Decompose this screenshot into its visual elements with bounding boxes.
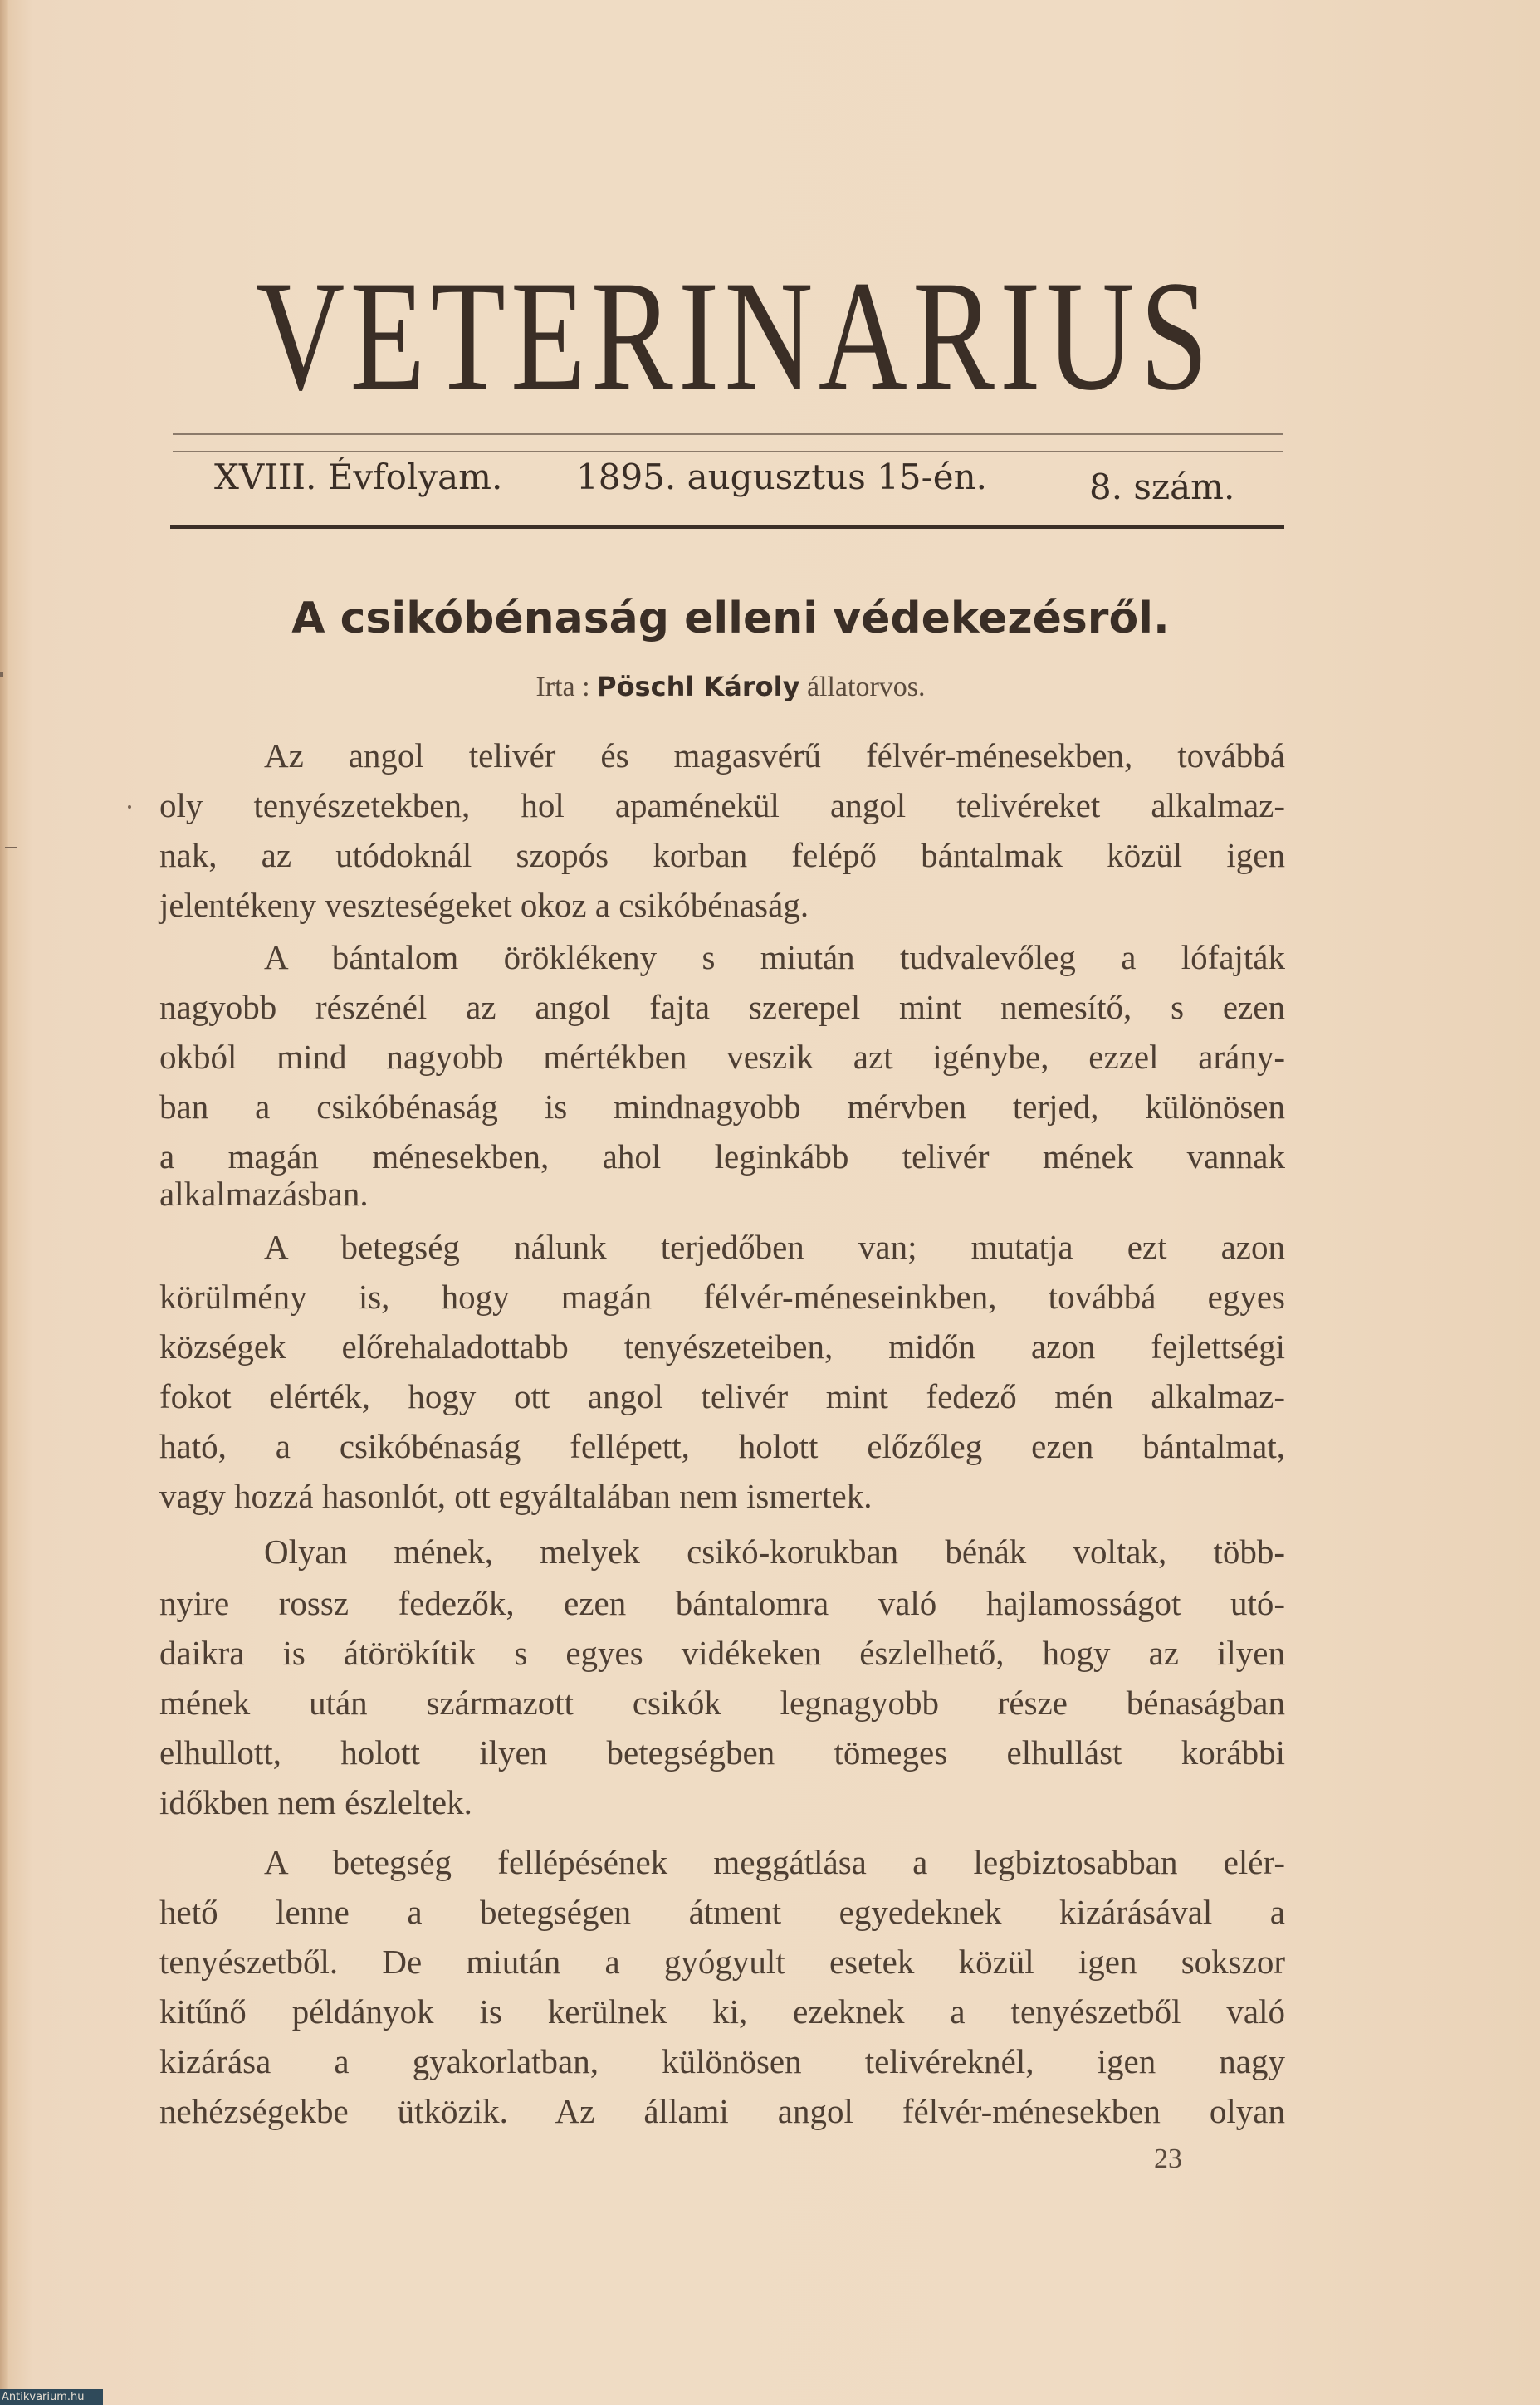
page-edge <box>0 0 8 2405</box>
text-line: alkalmazásban. <box>159 1175 369 1213</box>
text-line: a magán ménesekben, ahol leginkább telivér mének vannak <box>159 1137 1285 1176</box>
text-line: hető lenne a betegségen átment egyedeknek kizárásával a <box>159 1893 1285 1931</box>
text-line: mének után származott csikók legnagyobb része bénaságban <box>159 1684 1285 1722</box>
text-line: ható, a csikóbénaság fellépett, holott előzőleg ezen bántalmat, <box>159 1427 1285 1465</box>
edge-mark <box>128 805 131 809</box>
text-line: tenyészetből. De miután a gyógyult esetek közül igen sokszor <box>159 1943 1285 1981</box>
masthead-rule <box>173 451 1283 452</box>
journal-masthead: VETERINARIUS <box>256 249 1214 423</box>
byline-prefix: Irta : <box>535 672 590 702</box>
author-name: Pöschl Károly <box>597 671 800 702</box>
issue-number: 8. szám. <box>1089 467 1235 507</box>
site-watermark: Antikvarium.hu <box>0 2389 103 2405</box>
text-line: Az angol telivér és magasvérű félvér-ménesekben, továbbá <box>264 736 1285 775</box>
text-line: kitűnő példányok is kerülnek ki, ezeknek a tenyészetből való <box>159 1992 1285 2031</box>
text-line: fokot elérték, hogy ott angol telivér mint fedező mén alkalmaz- <box>159 1377 1285 1415</box>
author-title: állatorvos. <box>806 672 926 702</box>
text-line: A bántalom öröklékeny s miután tudvalevőleg a lófajták <box>264 938 1285 976</box>
header-rule <box>170 525 1284 529</box>
text-line: időkben nem észleltek. <box>159 1783 472 1821</box>
text-line: ban a csikóbénaság is mindnagyobb mérvben terjed, különösen <box>159 1088 1285 1126</box>
article-title: A csikóbénaság elleni védekezésről. <box>291 594 1170 643</box>
article-byline <box>0 671 1461 703</box>
text-line: körülmény is, hogy magán félvér-méneseinkben, továbbá egyes <box>159 1278 1285 1316</box>
text-line: nyire rossz fedezők, ezen bántalomra való hajlamosságot utó- <box>159 1584 1285 1622</box>
text-line: A betegség nálunk terjedőben van; mutatja ezt azon <box>264 1228 1285 1266</box>
volume-label: XVIII. Évfolyam. <box>214 457 503 497</box>
text-line: okból mind nagyobb mértékben veszik azt igénybe, ezzel arány- <box>159 1038 1285 1076</box>
text-line: nehézségekbe ütközik. Az állami angol félvér-ménesekben olyan <box>159 2092 1285 2130</box>
text-line: nagyobb részénél az angol fajta szerepel mint nemesítő, s ezen <box>159 988 1285 1026</box>
text-line: vagy hozzá hasonlót, ott egyáltalában nem ismertek. <box>159 1477 873 1515</box>
masthead-rule <box>173 433 1283 435</box>
text-line: Olyan mének, melyek csikó-korukban bénák voltak, több- <box>264 1532 1285 1571</box>
text-line: oly tenyészetekben, hol apaménekül angol telivéreket alkalmaz- <box>159 786 1285 824</box>
text-line: kizárása a gyakorlatban, különösen telivéreknél, igen nagy <box>159 2042 1285 2080</box>
text-line: községek előrehaladottabb tenyészeteiben, midőn azon fejlettségi <box>159 1327 1285 1366</box>
edge-mark <box>5 847 17 848</box>
text-line: A betegség fellépésének meggátlása a legbiztosabban elér- <box>264 1843 1285 1881</box>
page-number: 23 <box>1154 2143 1182 2174</box>
text-line: jelentékeny veszteségeket okoz a csikóbénaság. <box>159 886 809 924</box>
text-line: elhullott, holott ilyen betegségben tömeges elhullást korábbi <box>159 1733 1285 1772</box>
text-line: daikra is átörökítik s egyes vidékeken észlelhető, hogy az ilyen <box>159 1634 1285 1672</box>
issue-date: 1895. augusztus 15-én. <box>576 457 988 497</box>
text-line: nak, az utódoknál szopós korban felépő bántalmak közül igen <box>159 836 1285 874</box>
